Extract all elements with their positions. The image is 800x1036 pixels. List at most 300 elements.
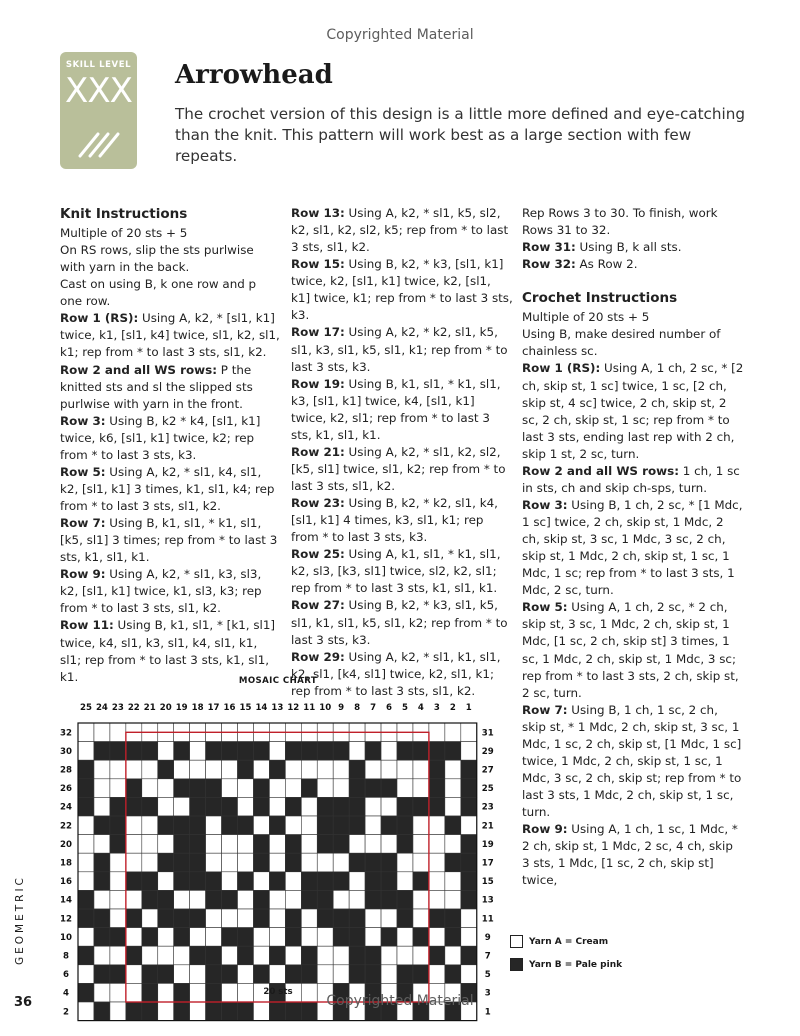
chart-cell [190,890,206,909]
column-number: 3 [433,703,440,713]
chart-cell [94,872,110,891]
chart-cell [397,742,413,761]
chart-cell [301,797,317,816]
row-text: Using A, k1, sl1, * k1, sl1, k2, sl3, [k3, sl1] twice, sl2, k2, sl1; rep from * to last 3 sts, k1, sl1, k1. [291,547,501,596]
chart-cell [174,872,190,891]
knit-row [291,324,513,375]
chart-cell [78,797,94,816]
chart-cell [206,797,222,816]
chart-cell [110,779,126,798]
chart-cell [349,965,365,984]
legend-swatch-cream [510,935,523,948]
chart-cell [397,797,413,816]
chart-cell [429,909,445,928]
chart-cell [110,872,126,891]
row-label: Row 2 and all WS rows: [522,463,679,478]
chart-cell [238,760,254,779]
chart-cell [285,890,301,909]
chart-cell [285,853,301,872]
chart-cell [269,890,285,909]
column-number: 14 [255,703,268,713]
chart-cell [222,965,238,984]
knit-crochet-column-3 [522,205,744,889]
chart-cell [238,965,254,984]
chart-cell [190,928,206,947]
chart-cell [381,779,397,798]
crochet-row [522,463,744,497]
chart-cell [445,946,461,965]
knit-row [60,515,280,566]
column-number: 2 [449,703,456,713]
chart-cell [333,853,349,872]
chart-cell [349,816,365,835]
row-text: Using B, k2, * k3, sl1, k5, sl1, k1, sl1, k5, sl1, k2; rep from * to last 3 sts, k3. [291,598,508,647]
crochet-row [522,821,744,889]
row-text: As Row 2. [575,257,638,272]
chart-cell [429,760,445,779]
chart-cell [206,760,222,779]
crochet-row [522,702,744,821]
knit-row [60,362,280,413]
chart-cell [94,853,110,872]
chart-cell [317,835,333,854]
chart-cell [381,909,397,928]
chart-cell [78,965,94,984]
chart-cell [174,853,190,872]
chart-cell [206,965,222,984]
chart-cell [269,779,285,798]
chart-cell [461,909,477,928]
chart-cell [253,797,269,816]
chart-cell [461,946,477,965]
chart-cell [78,890,94,909]
knit-row [291,546,513,597]
chart-cell [222,816,238,835]
knit-row [60,464,280,515]
row-number-left: 4 [63,988,69,999]
chart-cell [317,946,333,965]
chart-cell [78,946,94,965]
chart-cell [158,946,174,965]
chart-cell [349,742,365,761]
chart-cell [365,946,381,965]
chart-cell [110,946,126,965]
chart-cell [222,742,238,761]
chart-cell [190,946,206,965]
chart-cell [333,928,349,947]
chart-cell [190,779,206,798]
knit-row [291,376,513,444]
column-number: 9 [338,703,345,713]
crochet-row [522,599,744,701]
column-number: 15 [239,703,252,713]
chart-cell [253,890,269,909]
chart-cell [142,946,158,965]
chart-cell [269,760,285,779]
chart-cell [110,797,126,816]
chart-cell [206,909,222,928]
row-number-left: 20 [60,839,72,850]
row-text: Using B, k1, sl1, * k1, sl1, k3, [sl1, k1] twice, k4, [sl1, k1] twice, k2, sl1; rep from * to last 3 sts, k1, sl1, k1. [291,376,501,442]
chart-cell [253,928,269,947]
row-label: Row 19: [291,376,345,391]
chart-cell [445,890,461,909]
column-number: 24 [95,703,108,713]
row-label: Row 3: [60,413,106,428]
column-number: 5 [401,703,408,713]
chart-cell [349,909,365,928]
chart-cell [285,835,301,854]
chart-cell [301,835,317,854]
chart-cell [349,946,365,965]
chart-cell [222,928,238,947]
chart-cell [190,816,206,835]
chart-cell [142,909,158,928]
chart-cell [158,742,174,761]
row-label: Row 1 (RS): [60,311,139,326]
chart-cell [158,872,174,891]
row-label: Row 23: [291,496,345,511]
legend-swatch-pale-pink [510,958,523,971]
row-number-right: 13 [481,895,494,906]
chart-cell [461,872,477,891]
chart-cell [222,835,238,854]
chart-cell [429,965,445,984]
chart-cell [413,965,429,984]
chart-cell [269,816,285,835]
column-number: 22 [127,703,140,713]
chart-cell [333,816,349,835]
chart-cell [190,965,206,984]
chart-cell [317,928,333,947]
chart-cell [397,779,413,798]
chart-cell [285,965,301,984]
row-label: Row 31: [522,240,576,255]
chart-cell [142,779,158,798]
row-label: Row 15: [291,257,345,272]
chart-cell [349,853,365,872]
chart-cell [110,909,126,928]
chart-cell [142,965,158,984]
chart-cell [365,835,381,854]
chart-cell [445,742,461,761]
crochet-note: Using B, make desired number of chainless sc. [522,327,721,359]
row-text: 1 ch, 1 sc in sts, ch and skip ch-sps, turn. [522,463,740,495]
chart-cell [206,872,222,891]
chart-cell [94,909,110,928]
chart-cell [158,797,174,816]
chart-cell [206,835,222,854]
row-text: Using A, k2, * k2, sl1, k5, sl1, k3, sl1, k5, sl1, k1; rep from * to last 3 sts, k3. [291,325,508,374]
chart-cell [397,835,413,854]
row-number-left: 12 [60,914,72,925]
chart-cell [381,835,397,854]
row-label: Row 2 and all WS rows: [60,362,217,377]
chart-cell [78,760,94,779]
chart-cell [78,928,94,947]
chart-cell [349,890,365,909]
column-number: 7 [370,703,377,713]
row-label: Row 7: [522,702,568,717]
chart-cell [174,779,190,798]
row-text: Using B, k2, * k2, sl1, k4, [sl1, k1] 4 times, k3, sl1, k1; rep from * to last 3 sts, k3. [291,496,498,545]
pattern-title: Arrowhead [175,60,333,90]
chart-cell [445,872,461,891]
chart-cell [413,835,429,854]
chart-cell [381,872,397,891]
chart-cell [317,909,333,928]
chart-cell [285,779,301,798]
column-number: 25 [79,703,92,713]
chart-cell [413,909,429,928]
chart-cell [285,909,301,928]
chart-cell [365,816,381,835]
chart-cell [158,779,174,798]
chart-cell [94,835,110,854]
chart-cell [158,909,174,928]
chart-cell [349,779,365,798]
row-label: Row 5: [522,600,568,615]
chart-cell [142,742,158,761]
chart-cell [174,760,190,779]
chart-cell [365,965,381,984]
chart-cell [333,890,349,909]
column-number: 23 [111,703,124,713]
chart-cell [94,890,110,909]
chart-cell [158,965,174,984]
row-number-left: 32 [60,728,72,739]
chart-cell [94,928,110,947]
chart-cell [461,797,477,816]
knit-row [60,566,280,617]
chart-cell [253,872,269,891]
chart-cell [413,816,429,835]
chart-cell [238,890,254,909]
chart-cell [126,835,142,854]
row-number-right: 23 [481,802,494,813]
chart-cell [253,909,269,928]
chart-cell [413,760,429,779]
row-text: Using B, k1, sl1, * k1, sl1, [k5, sl1] 3 times; rep from * to last 3 sts, k1, sl1, k1. [60,516,278,565]
chart-cell [285,797,301,816]
row-label: Row 25: [291,547,345,562]
row-label: Row 9: [60,567,106,582]
row-text: Using B, k all sts. [575,240,682,255]
knit-heading: Knit Instructions [60,206,188,222]
chart-cell [413,797,429,816]
chart-cell [110,853,126,872]
chart-cell [333,909,349,928]
chart-cell [253,816,269,835]
chart-cell [461,928,477,947]
chart-cell [301,890,317,909]
chart-cell [461,779,477,798]
chart-cell [238,742,254,761]
legend-label: Yarn B = Pale pink [529,960,623,970]
chart-cell [333,779,349,798]
chart-cell [190,760,206,779]
chart-cell [429,742,445,761]
watermark-top: Copyrighted Material [326,27,474,43]
chart-cell [285,872,301,891]
chart-cell [445,835,461,854]
chart-cell [269,797,285,816]
chart-cell [158,835,174,854]
knit-note: On RS rows, slip the sts purlwise with yarn in the back. [60,243,254,275]
chart-cell [413,928,429,947]
column-number: 21 [143,703,156,713]
chart-cell [222,946,238,965]
chart-cell [238,909,254,928]
chart-cell [461,835,477,854]
row-text: Using B, 1 ch, 2 sc, * [1 Mdc, 1 sc] twice, 2 ch, skip st, 1 Mdc, 2 ch, skip st, 3 sc, 1 Mdc, 3 sc, 2 ch, skip st, 1 Mdc, 2 ch, skip st, 1 sc, 1 Mdc, 1 sc; rep from * to last 3 sts, 1 Mdc, 2 sc, turn. [522,497,743,598]
row-label: Row 7: [60,516,106,531]
row-text: Using A, 1 ch, 2 sc, * [2 ch, skip st, 1 sc] twice, 1 sc, [2 ch, skip st, 4 sc] twice, 2 ch, skip st, 2 sc, 2 ch, skip st, 1 sc; rep from * to last 3 sts, ending last rep with 2 ch, skip 1 st, 2 sc, turn. [522,361,744,461]
chart-cell [78,872,94,891]
knit-row [291,597,513,648]
chart-cell [381,797,397,816]
chart-cell [413,779,429,798]
row-number-left: 26 [60,784,72,795]
chart-cell [301,909,317,928]
row-label: Row 29: [291,649,345,664]
row-label: Row 32: [522,257,576,272]
chart-cell [253,946,269,965]
chart-cell [222,779,238,798]
knit-note: Cast on using B, k one row and p one row. [60,277,257,309]
chart-cell [397,909,413,928]
chart-cell [94,760,110,779]
chart-cell [206,946,222,965]
knit-note: Multiple of 20 sts + 5 [60,226,188,240]
chart-cell [429,835,445,854]
row-text: Using A, k2, * sl1, k5, sl2, k2, sl1, k2, sl2, k5; rep from * to last 3 sts, sl1, k2. [291,206,509,255]
chart-cell [413,872,429,891]
chart-cell [317,779,333,798]
chart-cell [206,890,222,909]
chart-cell [301,946,317,965]
chart-cell [126,946,142,965]
chart-cell [110,835,126,854]
chart-cell [445,853,461,872]
chart-cell [429,928,445,947]
chart-cell [206,853,222,872]
row-number-left: 10 [60,932,72,943]
row-text: Using A, k2, * sl1, k3, sl3, k2, [sl1, k1] twice, k1, sl3, k3; rep from * to last 3 sts, sl1, k2. [60,567,262,616]
chart-cell [253,965,269,984]
chart-cell [126,928,142,947]
chart-cell [365,797,381,816]
chart-cell [253,853,269,872]
section-sidebar-label: GEOMETRIC [14,875,26,965]
knit-row [60,310,280,361]
column-number: 6 [386,703,393,713]
page-number: 36 [14,995,33,1010]
row-label: Row 27: [291,598,345,613]
legend-label: Yarn A = Cream [529,937,609,947]
chart-cell [78,742,94,761]
knit-row [291,256,513,324]
chart-cell [381,890,397,909]
chart-cell [285,816,301,835]
chart-title: MOSAIC CHART [238,676,318,686]
chart-cell [190,742,206,761]
row-number-right: 15 [481,877,494,888]
chart-cell [222,909,238,928]
chart-cell [222,872,238,891]
chart-cell [238,797,254,816]
chart-cell [461,965,477,984]
chart-cell [381,760,397,779]
chart-cell [126,853,142,872]
chart-cell [301,816,317,835]
chart-cell [269,742,285,761]
chart-cell [461,890,477,909]
chart-cell [333,946,349,965]
chart-cell [317,816,333,835]
chart-cell [381,816,397,835]
column-number: 17 [207,703,220,713]
chart-cell [365,928,381,947]
skill-level-badge [60,52,137,169]
chart-cell [333,835,349,854]
chart-cell [110,723,126,742]
row-number-left: 14 [60,895,72,906]
chart-cell [381,742,397,761]
chart-cell [94,797,110,816]
chart-cell [190,909,206,928]
chart-cell [94,965,110,984]
chart-cell [429,797,445,816]
legend-item-yarn-b [510,958,622,971]
column-number: 16 [223,703,236,713]
column-number: 1 [465,703,472,713]
column-number: 20 [159,703,172,713]
chart-cell [158,853,174,872]
chart-cell [317,760,333,779]
chart-cell [365,853,381,872]
chart-cell [142,797,158,816]
chart-cell [445,928,461,947]
chart-cell [126,890,142,909]
chart-cell [285,742,301,761]
chart-cell [285,760,301,779]
chart-cell [174,909,190,928]
chart-cell [381,853,397,872]
row-number-left: 6 [63,970,69,981]
row-text: P the knitted sts and sl the slipped sts purlwise with yarn in the front. [60,362,253,411]
knit-row [522,239,744,256]
chart-cell [301,928,317,947]
chart-cell [253,779,269,798]
chart-cell [285,928,301,947]
chart-cell [445,797,461,816]
chart-cell [238,835,254,854]
chart-cell [222,853,238,872]
chart-cell [301,965,317,984]
crochet-row [522,360,744,462]
row-text: Using B, 1 ch, 1 sc, 2 ch, skip st, * 1 Mdc, 2 ch, skip st, 3 sc, 1 Mdc, 1 sc, 2 ch, skip st, [1 Mdc, 1 sc] twice, 1 Mdc, 2 ch, skip st, 1 sc, 1 Mdc, 3 sc, 2 ch, skip st; rep from * to last 3 sts, 1 Mdc, 2 ch, skip st, 1 sc, turn. [522,702,742,820]
chart-cell [413,946,429,965]
chart-cell [317,797,333,816]
chart-cell [78,835,94,854]
chart-cell [365,872,381,891]
chart-cell [269,909,285,928]
chart-cell [126,909,142,928]
row-label: Row 21: [291,444,345,459]
chart-cell [158,890,174,909]
chart-cell [190,853,206,872]
